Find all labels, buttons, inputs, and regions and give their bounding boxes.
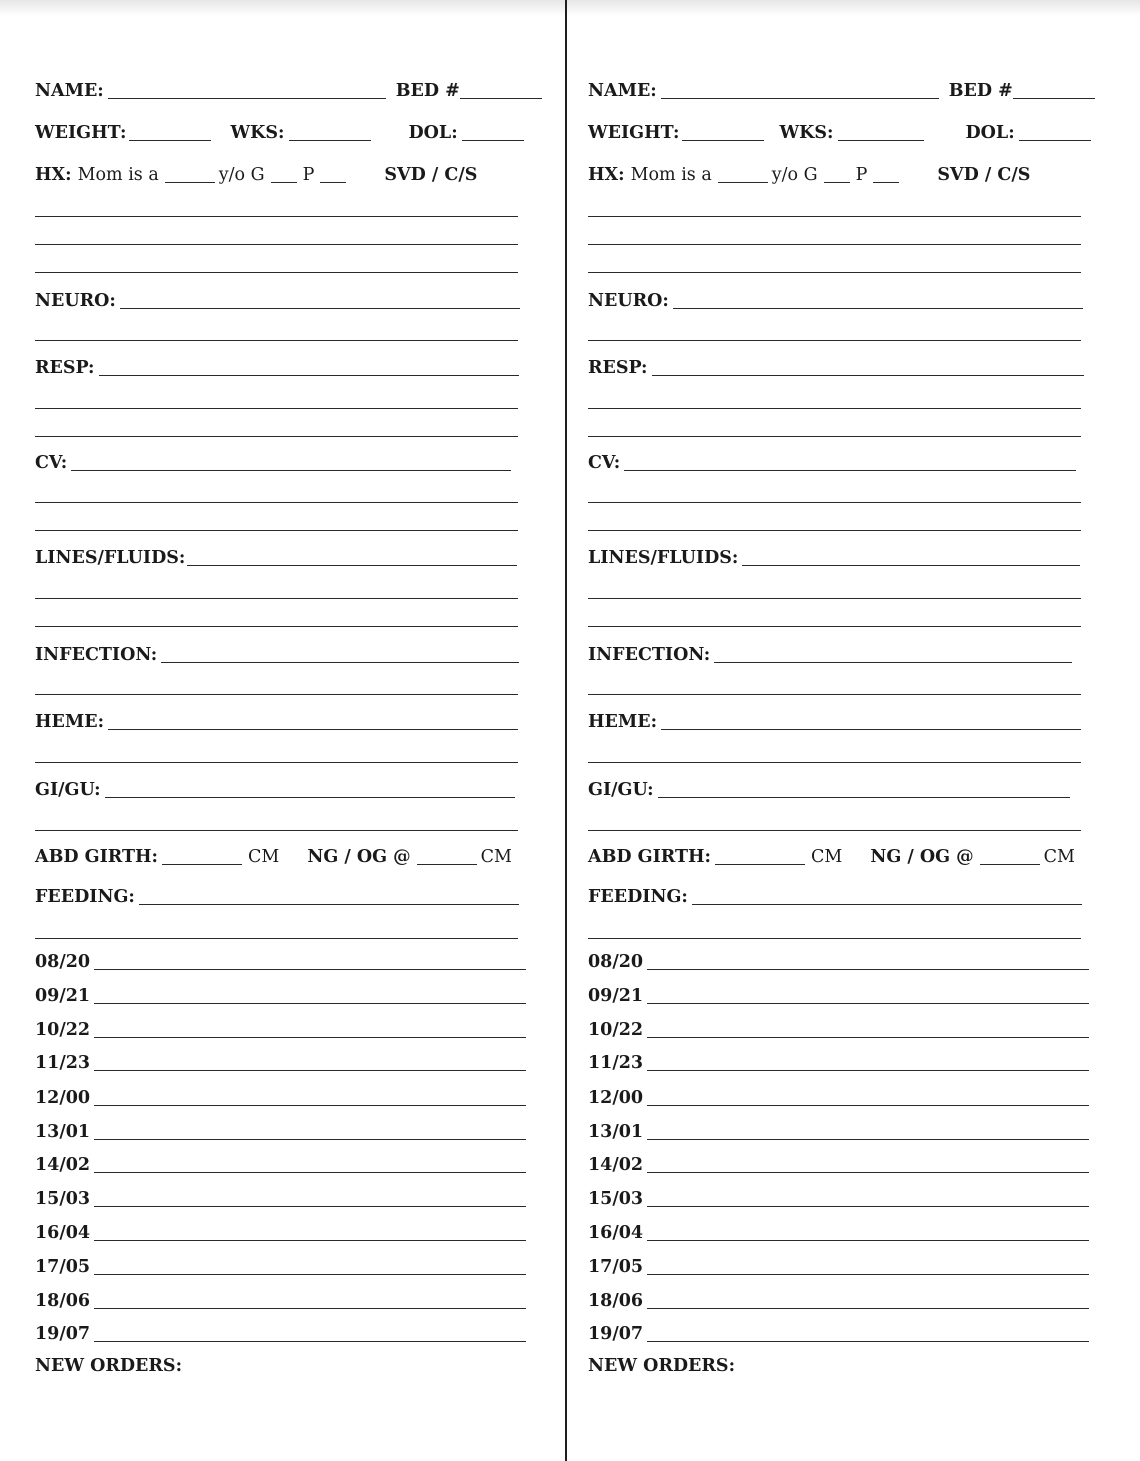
resp-row bbox=[35, 357, 519, 379]
hx-label: HX: bbox=[35, 165, 72, 185]
gigu-row bbox=[588, 779, 1070, 801]
delivery-type[interactable]: SVD / C/S bbox=[937, 165, 1031, 185]
time-entry-field[interactable] bbox=[647, 1037, 1089, 1038]
weight-field[interactable] bbox=[682, 140, 764, 141]
time-entry-field[interactable] bbox=[647, 1139, 1089, 1140]
time-row bbox=[588, 1019, 1089, 1041]
time-row bbox=[588, 1188, 1089, 1210]
gigu-field[interactable] bbox=[658, 797, 1070, 798]
cv-line[interactable] bbox=[35, 502, 518, 503]
name-field[interactable] bbox=[108, 98, 386, 99]
time-entry-field[interactable] bbox=[647, 1206, 1089, 1207]
lines-fluids-line[interactable] bbox=[588, 598, 1081, 599]
time-label: 12/00 bbox=[35, 1088, 91, 1108]
delivery-type[interactable]: SVD / C/S bbox=[384, 165, 478, 185]
cv-field[interactable] bbox=[624, 470, 1076, 471]
cv-row bbox=[35, 452, 511, 474]
infection-line[interactable] bbox=[588, 694, 1081, 695]
gigu-line[interactable] bbox=[588, 830, 1081, 831]
infection-row bbox=[588, 644, 1072, 666]
gigu-label: GI/GU: bbox=[35, 780, 101, 800]
infection-label: INFECTION: bbox=[588, 645, 711, 665]
infection-field[interactable] bbox=[161, 662, 519, 663]
resp-field[interactable] bbox=[652, 375, 1084, 376]
heme-line[interactable] bbox=[35, 762, 518, 763]
heme-field[interactable] bbox=[108, 729, 518, 730]
time-row bbox=[588, 1087, 1089, 1109]
abd-girth-unit: CM bbox=[248, 847, 280, 867]
feeding-label: FEEDING: bbox=[588, 887, 688, 907]
neuro-row bbox=[588, 290, 1083, 312]
wks-label: WKS: bbox=[230, 123, 285, 143]
new-orders-row bbox=[588, 1355, 735, 1377]
time-entry-field[interactable] bbox=[647, 1070, 1089, 1071]
time-entry-field[interactable] bbox=[94, 1139, 526, 1140]
resp-label: RESP: bbox=[588, 358, 648, 378]
heme-row bbox=[35, 711, 518, 733]
bed-label: BED # bbox=[395, 81, 460, 101]
time-row bbox=[35, 1052, 526, 1074]
gravida-field[interactable] bbox=[271, 182, 297, 183]
weight-field[interactable] bbox=[129, 140, 211, 141]
heme-line[interactable] bbox=[588, 762, 1081, 763]
time-row bbox=[35, 1019, 526, 1041]
resp-line[interactable] bbox=[35, 436, 518, 437]
feeding-field[interactable] bbox=[692, 904, 1082, 905]
hx-row bbox=[588, 164, 1030, 186]
gigu-label: GI/GU: bbox=[588, 780, 654, 800]
time-row bbox=[588, 951, 1089, 973]
hx-label: HX: bbox=[588, 165, 625, 185]
abd-girth-label: ABD GIRTH: bbox=[588, 847, 712, 867]
cv-row bbox=[588, 452, 1076, 474]
hx-line[interactable] bbox=[35, 244, 518, 245]
cv-label: CV: bbox=[588, 453, 621, 473]
time-label: 08/20 bbox=[35, 952, 91, 972]
name-field[interactable] bbox=[661, 98, 939, 99]
bed-label: BED # bbox=[948, 81, 1013, 101]
time-label: 13/01 bbox=[35, 1122, 91, 1142]
weight-label: WEIGHT: bbox=[35, 123, 127, 143]
time-row bbox=[35, 1154, 526, 1176]
time-entry-field[interactable] bbox=[647, 969, 1089, 970]
time-row bbox=[35, 1290, 526, 1312]
ng-og-label: NG / OG @ bbox=[307, 847, 411, 867]
wks-field[interactable] bbox=[289, 140, 371, 141]
feeding-label: FEEDING: bbox=[35, 887, 135, 907]
feeding-line[interactable] bbox=[588, 938, 1081, 939]
time-label: 08/20 bbox=[588, 952, 644, 972]
time-label: 10/22 bbox=[35, 1020, 91, 1040]
hx-line[interactable] bbox=[588, 244, 1081, 245]
time-row bbox=[35, 1256, 526, 1278]
heme-field[interactable] bbox=[661, 729, 1081, 730]
time-entry-field[interactable] bbox=[94, 1172, 526, 1173]
dol-field[interactable] bbox=[462, 140, 524, 141]
feeding-row bbox=[588, 886, 1082, 908]
time-row bbox=[588, 985, 1089, 1007]
time-entry-field[interactable] bbox=[94, 1037, 526, 1038]
time-entry-field[interactable] bbox=[94, 969, 526, 970]
neuro-label: NEURO: bbox=[35, 291, 116, 311]
time-entry-field[interactable] bbox=[94, 1070, 526, 1071]
neuro-field[interactable] bbox=[120, 308, 520, 309]
neuro-line[interactable] bbox=[588, 340, 1081, 341]
neuro-label: NEURO: bbox=[588, 291, 669, 311]
resp-field[interactable] bbox=[99, 375, 519, 376]
time-entry-field[interactable] bbox=[647, 1105, 1089, 1106]
hx-line[interactable] bbox=[35, 272, 518, 273]
time-label: 18/06 bbox=[588, 1291, 644, 1311]
time-row bbox=[35, 1323, 526, 1345]
time-row bbox=[588, 1052, 1089, 1074]
bed-field[interactable] bbox=[1013, 98, 1095, 99]
bed-field[interactable] bbox=[460, 98, 542, 99]
cv-line[interactable] bbox=[588, 502, 1081, 503]
time-entry-field[interactable] bbox=[647, 1274, 1089, 1275]
weight-row bbox=[588, 122, 1091, 144]
feeding-line[interactable] bbox=[35, 938, 518, 939]
abd-girth-row bbox=[588, 846, 1075, 868]
lines-fluids-label: LINES/FLUIDS: bbox=[35, 548, 186, 568]
abd-girth-label: ABD GIRTH: bbox=[35, 847, 159, 867]
time-entry-field[interactable] bbox=[647, 1341, 1089, 1342]
lines-fluids-field[interactable] bbox=[742, 565, 1080, 566]
abd-girth-row bbox=[35, 846, 512, 868]
time-entry-field[interactable] bbox=[647, 1003, 1089, 1004]
wks-label: WKS: bbox=[779, 123, 834, 143]
ng-og-label: NG / OG @ bbox=[870, 847, 974, 867]
time-entry-field[interactable] bbox=[94, 1105, 526, 1106]
time-row bbox=[35, 951, 526, 973]
time-label: 11/23 bbox=[35, 1053, 91, 1073]
time-row bbox=[35, 1087, 526, 1109]
infection-row bbox=[35, 644, 519, 666]
time-row bbox=[35, 1188, 526, 1210]
time-label: 18/06 bbox=[35, 1291, 91, 1311]
infection-line[interactable] bbox=[35, 694, 518, 695]
hx-mom-text: Mom is a bbox=[77, 165, 159, 185]
abd-girth-field[interactable] bbox=[162, 864, 242, 865]
mom-age-field[interactable] bbox=[165, 182, 215, 183]
resp-row bbox=[588, 357, 1084, 379]
new-orders-label: NEW ORDERS: bbox=[35, 1356, 183, 1376]
lines-fluids-line[interactable] bbox=[35, 598, 518, 599]
time-label: 19/07 bbox=[35, 1324, 91, 1344]
lines-fluids-row bbox=[588, 547, 1080, 569]
time-label: 12/00 bbox=[588, 1088, 644, 1108]
abd-girth-field[interactable] bbox=[715, 864, 805, 865]
lines-fluids-field[interactable] bbox=[187, 565, 517, 566]
page-top-shadow bbox=[0, 0, 1140, 16]
hx-yo-g-text: y/o G bbox=[771, 165, 818, 185]
ng-og-field[interactable] bbox=[417, 864, 477, 865]
time-row bbox=[35, 1121, 526, 1143]
para-field[interactable] bbox=[873, 182, 899, 183]
ng-og-unit: CM bbox=[480, 847, 512, 867]
lines-fluids-line[interactable] bbox=[35, 626, 518, 627]
gravida-field[interactable] bbox=[824, 182, 850, 183]
time-label: 10/22 bbox=[588, 1020, 644, 1040]
heme-label: HEME: bbox=[35, 712, 105, 732]
hx-line[interactable] bbox=[35, 216, 518, 217]
time-label: 15/03 bbox=[35, 1189, 91, 1209]
dol-label: DOL: bbox=[408, 123, 458, 143]
name-label: NAME: bbox=[35, 81, 104, 101]
neuro-line[interactable] bbox=[35, 340, 518, 341]
neuro-row bbox=[35, 290, 520, 312]
time-label: 17/05 bbox=[588, 1257, 644, 1277]
cv-label: CV: bbox=[35, 453, 68, 473]
time-label: 16/04 bbox=[35, 1223, 91, 1243]
dol-label: DOL: bbox=[965, 123, 1015, 143]
hx-mom-text: Mom is a bbox=[630, 165, 712, 185]
heme-label: HEME: bbox=[588, 712, 658, 732]
resp-label: RESP: bbox=[35, 358, 95, 378]
column-divider bbox=[565, 0, 567, 1461]
time-label: 13/01 bbox=[588, 1122, 644, 1142]
gigu-field[interactable] bbox=[105, 797, 515, 798]
resp-line[interactable] bbox=[588, 436, 1081, 437]
name-label: NAME: bbox=[588, 81, 657, 101]
time-entry-field[interactable] bbox=[94, 1206, 526, 1207]
para-field[interactable] bbox=[320, 182, 346, 183]
time-entry-field[interactable] bbox=[647, 1240, 1089, 1241]
time-row bbox=[588, 1222, 1089, 1244]
resp-line[interactable] bbox=[35, 408, 518, 409]
lines-fluids-row bbox=[35, 547, 517, 569]
infection-label: INFECTION: bbox=[35, 645, 158, 665]
ng-og-field[interactable] bbox=[980, 864, 1040, 865]
time-entry-field[interactable] bbox=[94, 1240, 526, 1241]
cv-line[interactable] bbox=[588, 530, 1081, 531]
time-label: 17/05 bbox=[35, 1257, 91, 1277]
time-entry-field[interactable] bbox=[647, 1308, 1089, 1309]
hx-yo-g-text: y/o G bbox=[218, 165, 265, 185]
wks-field[interactable] bbox=[838, 140, 924, 141]
infection-field[interactable] bbox=[714, 662, 1072, 663]
ng-og-unit: CM bbox=[1043, 847, 1075, 867]
new-orders-label: NEW ORDERS: bbox=[588, 1356, 736, 1376]
time-label: 16/04 bbox=[588, 1223, 644, 1243]
heme-row bbox=[588, 711, 1081, 733]
time-label: 14/02 bbox=[588, 1155, 644, 1175]
new-orders-row bbox=[35, 1355, 182, 1377]
neuro-field[interactable] bbox=[673, 308, 1083, 309]
time-row bbox=[35, 985, 526, 1007]
hx-line[interactable] bbox=[588, 272, 1081, 273]
time-label: 11/23 bbox=[588, 1053, 644, 1073]
feeding-row bbox=[35, 886, 519, 908]
cv-field[interactable] bbox=[71, 470, 511, 471]
dol-field[interactable] bbox=[1019, 140, 1091, 141]
time-row bbox=[588, 1256, 1089, 1278]
time-entry-field[interactable] bbox=[94, 1308, 526, 1309]
abd-girth-unit: CM bbox=[811, 847, 843, 867]
time-label: 15/03 bbox=[588, 1189, 644, 1209]
hx-row bbox=[35, 164, 477, 186]
cv-line[interactable] bbox=[35, 530, 518, 531]
weight-label: WEIGHT: bbox=[588, 123, 680, 143]
time-entry-field[interactable] bbox=[94, 1274, 526, 1275]
feeding-field[interactable] bbox=[139, 904, 519, 905]
name-row bbox=[588, 80, 1095, 102]
lines-fluids-line[interactable] bbox=[588, 626, 1081, 627]
gigu-line[interactable] bbox=[35, 830, 518, 831]
gigu-row bbox=[35, 779, 515, 801]
time-row bbox=[35, 1222, 526, 1244]
hx-line[interactable] bbox=[588, 216, 1081, 217]
time-label: 19/07 bbox=[588, 1324, 644, 1344]
time-label: 09/21 bbox=[588, 986, 644, 1006]
time-entry-field[interactable] bbox=[647, 1172, 1089, 1173]
weight-row bbox=[35, 122, 524, 144]
hx-p-text: P bbox=[302, 165, 315, 185]
mom-age-field[interactable] bbox=[718, 182, 768, 183]
time-label: 09/21 bbox=[35, 986, 91, 1006]
time-row bbox=[588, 1323, 1089, 1345]
name-row bbox=[35, 80, 542, 102]
time-row bbox=[588, 1154, 1089, 1176]
time-entry-field[interactable] bbox=[94, 1341, 526, 1342]
lines-fluids-label: LINES/FLUIDS: bbox=[588, 548, 739, 568]
hx-p-text: P bbox=[855, 165, 868, 185]
resp-line[interactable] bbox=[588, 408, 1081, 409]
time-row bbox=[588, 1121, 1089, 1143]
time-entry-field[interactable] bbox=[94, 1003, 526, 1004]
time-row bbox=[588, 1290, 1089, 1312]
time-label: 14/02 bbox=[35, 1155, 91, 1175]
